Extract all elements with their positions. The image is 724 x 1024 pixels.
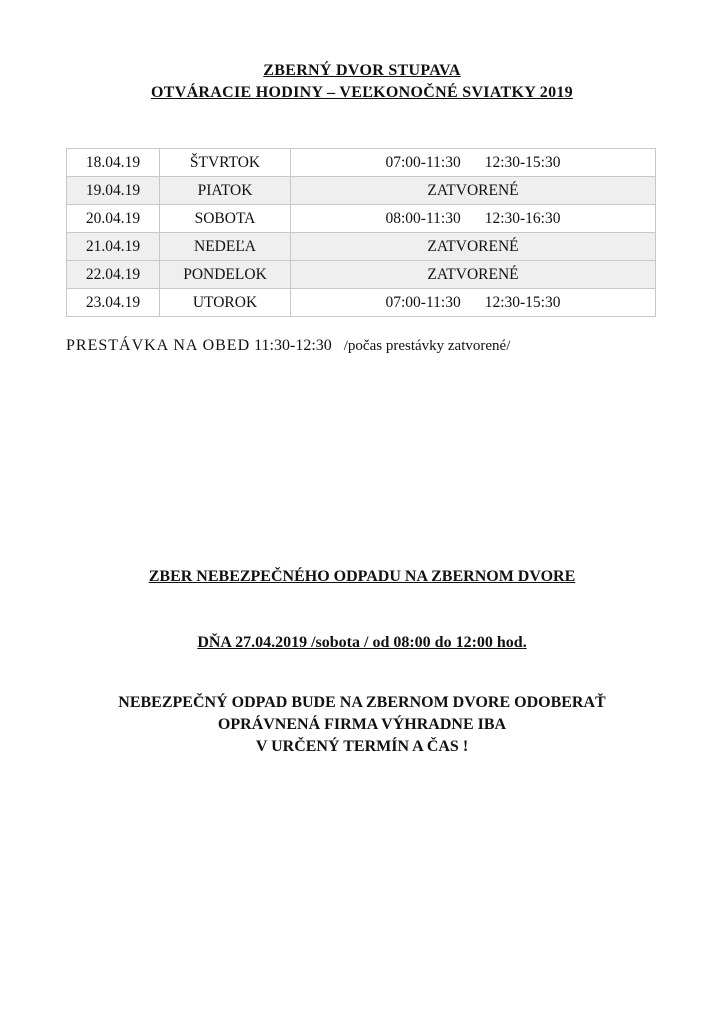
hours-cell [291, 149, 656, 177]
hazardous-waste-notice [0, 692, 724, 758]
date-cell: 18.04.19 [67, 149, 160, 177]
day-cell: NEDEĽA [160, 233, 291, 261]
lunch-break-time: 11:30-12:30 [254, 337, 332, 354]
hours-cell [291, 205, 656, 233]
date-cell: 20.04.19 [67, 205, 160, 233]
notice-line: NEBEZPEČNÝ ODPAD BUDE NA ZBERNOM DVORE ODOBERAŤ [118, 694, 606, 711]
lunch-break-label: PRESTÁVKA NA OBED [66, 337, 251, 354]
hazardous-waste-heading: ZBER NEBEZPEČNÉHO ODPADU NA ZBERNOM DVORE [148, 568, 576, 585]
table-row [67, 261, 656, 289]
date-cell: 19.04.19 [67, 177, 160, 205]
closed-cell: ZATVORENÉ [291, 261, 656, 289]
afternoon-hours: 12:30-16:30 [484, 209, 561, 227]
date-cell: 22.04.19 [67, 261, 160, 289]
day-cell: PONDELOK [160, 261, 291, 289]
notice-line: V URČENÝ TERMÍN A ČAS ! [255, 738, 469, 755]
opening-hours-table [66, 148, 656, 317]
day-cell: SOBOTA [160, 205, 291, 233]
document-title: ZBERNÝ DVOR STUPAVA [263, 62, 461, 79]
afternoon-hours: 12:30-15:30 [484, 153, 561, 171]
notice-line: OPRÁVNENÁ FIRMA VÝHRADNE IBA [217, 716, 507, 733]
hours-cell [291, 289, 656, 317]
closed-cell: ZATVORENÉ [291, 177, 656, 205]
morning-hours: 07:00-11:30 [385, 293, 461, 311]
table-row [67, 177, 656, 205]
document-subtitle: OTVÁRACIE HODINY – VEĽKONOČNÉ SVIATKY 2019 [151, 84, 573, 101]
afternoon-hours: 12:30-15:30 [484, 293, 561, 311]
table-row [67, 205, 656, 233]
table-row [67, 149, 656, 177]
closed-cell: ZATVORENÉ [291, 233, 656, 261]
hazardous-waste-date: DŇA 27.04.2019 /sobota / od 08:00 do 12:00 hod. [197, 634, 527, 651]
morning-hours: 08:00-11:30 [385, 209, 461, 227]
lunch-break-remark: /počas prestávky zatvorené/ [343, 338, 511, 354]
lunch-break-note [66, 337, 510, 355]
date-cell: 21.04.19 [67, 233, 160, 261]
morning-hours: 07:00-11:30 [385, 153, 461, 171]
date-cell: 23.04.19 [67, 289, 160, 317]
table-row [67, 233, 656, 261]
day-cell: ŠTVRTOK [160, 149, 291, 177]
table-row [67, 289, 656, 317]
day-cell: PIATOK [160, 177, 291, 205]
day-cell: UTOROK [160, 289, 291, 317]
